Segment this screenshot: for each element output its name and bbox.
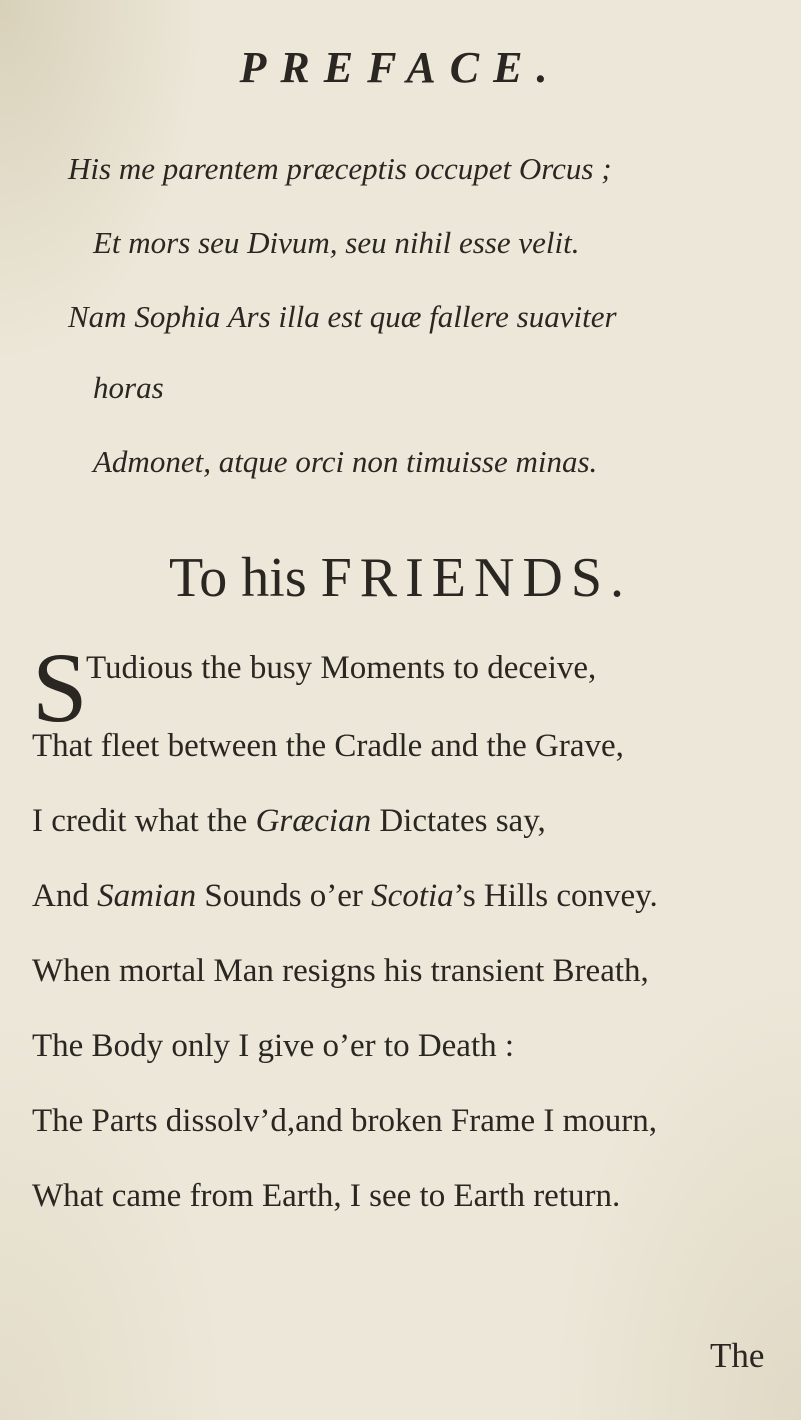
poem-line-3 <box>32 803 546 840</box>
poem-line-4 <box>32 878 658 915</box>
poem-line-3-a: I credit what the <box>32 803 256 839</box>
catchword: The <box>710 1336 765 1375</box>
latin-verse-line-1: His me parentem præceptis occupet Orcus ; <box>68 151 612 186</box>
poem-line-4-a: And <box>32 878 98 914</box>
poem-line-4-b: Samian <box>97 878 197 914</box>
poem-line-6: The Body only I give o’er to Death : <box>32 1028 515 1064</box>
dedication-prefix: To his <box>168 547 321 609</box>
poem-line-1: Tudious the busy Moments to deceive, <box>86 650 597 686</box>
latin-verse-line-5: Admonet, atque orci non timuisse minas. <box>93 444 598 479</box>
poem-line-4-c: Sounds o’er <box>196 878 372 914</box>
poem-line-3-b: Græcian <box>255 803 372 839</box>
dedication-heading <box>0 546 801 610</box>
poem-line-3-c: Dictates say, <box>371 803 546 839</box>
latin-verse-line-2: Et mors seu Divum, seu nihil esse velit. <box>93 225 580 260</box>
latin-verse-line-3: Nam Sophia Ars illa est quæ fallere suaviter <box>68 299 617 334</box>
poem-line-4-d: Scotia <box>371 878 454 914</box>
poem-line-5: When mortal Man resigns his transient Breath, <box>32 953 649 989</box>
poem-line-7: The Parts dissolv’d,and broken Frame I mourn, <box>32 1103 658 1139</box>
drop-cap: S <box>32 632 88 743</box>
latin-verse-line-4: horas <box>93 370 164 405</box>
poem-line-4-e: ’s Hills convey. <box>453 878 658 914</box>
poem-line-2: That fleet between the Cradle and the Grave, <box>32 728 624 764</box>
poem-line-8: What came from Earth, I see to Earth return. <box>32 1178 621 1214</box>
dedication-caps: FRIENDS. <box>320 547 633 609</box>
page-heading: PREFACE. <box>239 43 562 92</box>
